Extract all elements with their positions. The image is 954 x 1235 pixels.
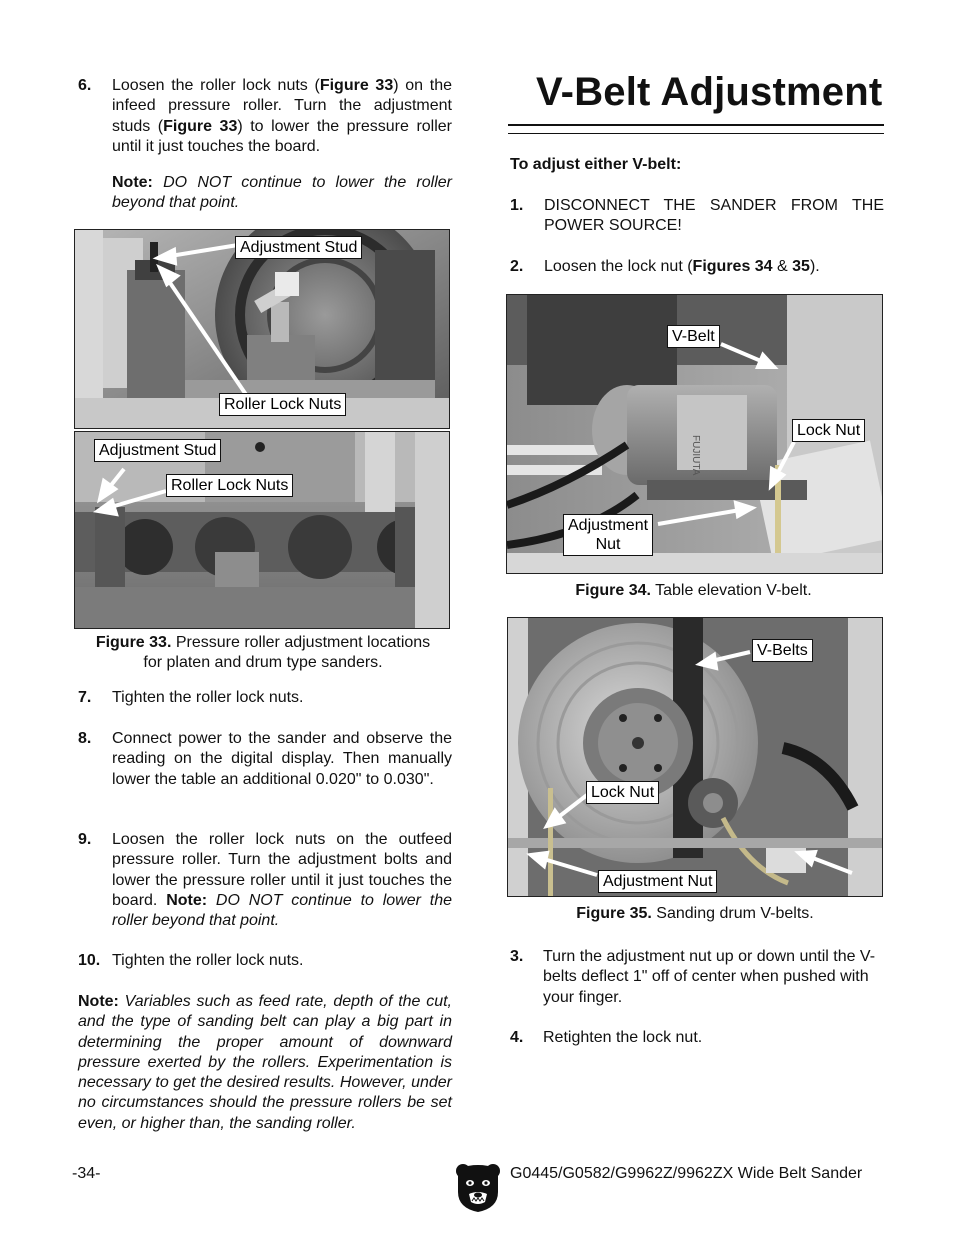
figure-33-caption: Figure 33. Pressure roller adjustment locations for platen and drum type sanders. (95, 634, 431, 671)
callout-v-belt: V-Belt (667, 325, 720, 348)
step-number: 2. (510, 258, 524, 275)
section-intro: To adjust either V-belt: (510, 156, 682, 173)
motor-brand-label: FUJIUTA (690, 435, 701, 476)
step-9-text: Loosen the roller lock nuts on the outfeed pressure roller. Turn the adjustment bolts and lower the pressure roller until it just touches the board. Note: DO NOT continue to lower the roller beyond that point. (112, 831, 452, 930)
title-rule-thick (508, 124, 884, 126)
step-2-text: Loosen the lock nut (Figures 34 & 35). (544, 258, 820, 275)
step-4-text: Retighten the lock nut. (543, 1029, 703, 1046)
figure-34-caption: Figure 34. Table elevation V-belt. (575, 582, 812, 599)
step-3-text: Turn the adjustment nut up or down until the V-belts deflect 1" off of center when pushed with your finger. (543, 948, 876, 1006)
callout-lock-nut-35: Lock Nut (586, 781, 659, 804)
page-title: V-Belt Adjustment (536, 70, 883, 114)
step-number: 3. (510, 948, 524, 965)
step-10-text: Tighten the roller lock nuts. (112, 952, 304, 969)
step-6-note: Note: DO NOT continue to lower the roller beyond that point. (112, 174, 452, 212)
callout-roller-lock-nuts-top: Roller Lock Nuts (219, 393, 346, 416)
figure-33-arrows (74, 229, 448, 629)
bear-head-logo-icon (455, 1162, 501, 1214)
step-number: 10. (78, 952, 101, 969)
step-number: 1. (510, 197, 524, 214)
title-rule-thin (508, 133, 884, 134)
page-number: -34- (72, 1165, 101, 1182)
step-number: 8. (78, 730, 92, 747)
callout-adjustment-nut: Adjustment Nut (563, 514, 653, 556)
figure-35-arrows (507, 617, 881, 895)
callout-adjustment-stud-bottom: Adjustment Stud (94, 439, 221, 462)
callout-roller-lock-nuts-bottom: Roller Lock Nuts (166, 474, 293, 497)
step-number: 4. (510, 1029, 524, 1046)
step-number: 6. (78, 77, 92, 94)
step-6-text: Loosen the roller lock nuts (Figure 33) on the infeed pressure roller. Turn the adjustment studs (Figure 33) to lower the pressure roller until it just touches the board. (112, 77, 452, 155)
step-8-text: Connect power to the sander and observe the reading on the digital display. Then manually lower the table an additional 0.020" to 0.030". (112, 730, 452, 788)
footer-model: G0445/G0582/G9962Z/9962ZX Wide Belt Sander (510, 1165, 863, 1182)
figure-35-caption: Figure 35. Sanding drum V-belts. (576, 905, 814, 922)
callout-adjustment-stud-top: Adjustment Stud (235, 236, 362, 259)
step-7-text: Tighten the roller lock nuts. (112, 689, 304, 706)
step-1-text: DISCONNECT THE SANDER FROM THE POWER SOURCE! (544, 197, 884, 235)
step-number: 9. (78, 831, 92, 848)
step-number: 7. (78, 689, 92, 706)
callout-lock-nut: Lock Nut (792, 419, 865, 442)
final-note: Note: Variables such as feed rate, depth of the cut, and the type of sanding belt can play a big part in determining the proper amount of downward pressure exerted by the rollers. Experimentation is necessary to get the desired results. However, under no circumstances should the pressure rollers be set even, or higher than, the sanding roller. (78, 993, 452, 1132)
callout-adjustment-nut-35: Adjustment Nut (598, 870, 717, 893)
callout-v-belts: V-Belts (752, 639, 813, 662)
